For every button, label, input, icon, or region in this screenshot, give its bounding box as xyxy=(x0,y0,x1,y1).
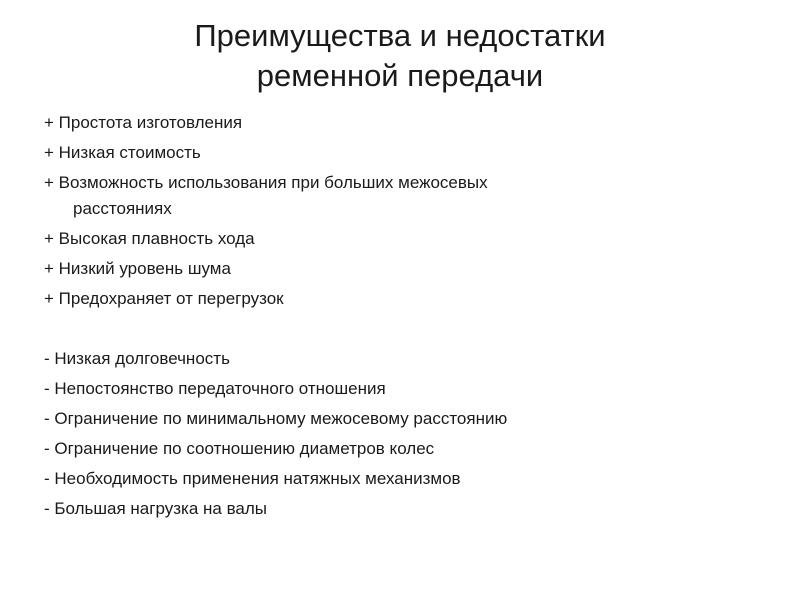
advantage-item: + Простота изготовления xyxy=(44,113,243,132)
disadvantage-item: - Непостоянство передаточного отношения xyxy=(44,379,386,398)
advantage-item: + Низкая стоимость xyxy=(44,143,201,162)
advantage-item: + Высокая плавность хода xyxy=(44,229,255,248)
advantage-item: + Низкий уровень шума xyxy=(44,259,231,278)
advantage-item: + Возможность использования при больших межосевых расстояниях xyxy=(44,170,764,222)
title-line-1: Преимущества и недостатки xyxy=(194,18,606,53)
disadvantage-item: - Необходимость применения натяжных механизмов xyxy=(44,469,461,488)
disadvantage-item: - Ограничение по соотношению диаметров колес xyxy=(44,439,435,458)
list-spacer xyxy=(44,316,764,346)
title-line-2: ременной передачи xyxy=(256,58,544,93)
pros-cons-list xyxy=(44,110,764,526)
disadvantage-item: - Ограничение по минимальному межосевому расстоянию xyxy=(44,409,508,428)
advantage-item-continuation: расстояниях xyxy=(73,199,172,218)
slide-title xyxy=(0,16,800,96)
disadvantage-item: - Большая нагрузка на валы xyxy=(44,499,268,518)
disadvantage-item: - Низкая долговечность xyxy=(44,349,230,368)
advantage-item: + Предохраняет от перегрузок xyxy=(44,289,284,308)
